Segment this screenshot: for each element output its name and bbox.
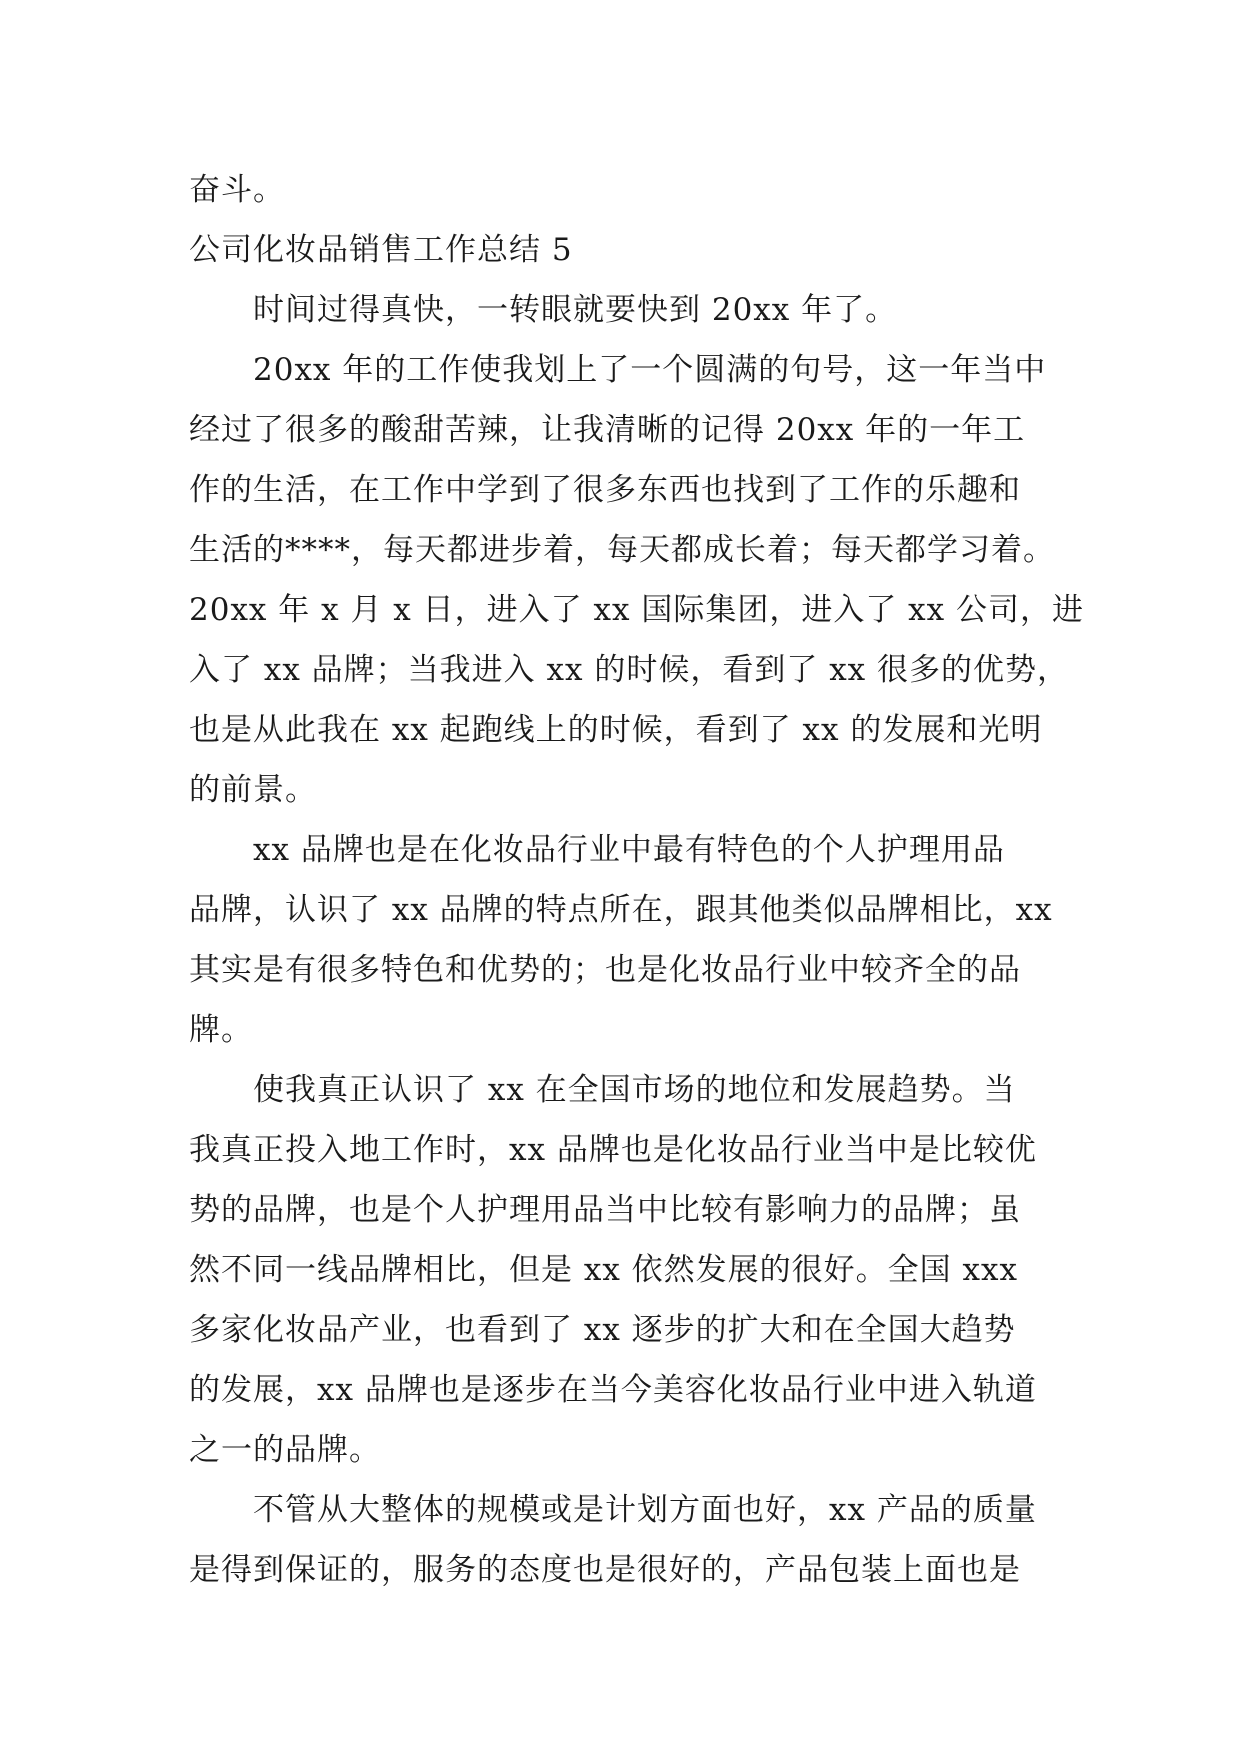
text-line: 我真正投入地工作时，xx 品牌也是化妆品行业当中是比较优 xyxy=(189,1132,1037,1168)
text-line: 也是从此我在 xx 起跑线上的时候，看到了 xx 的发展和光明 xyxy=(189,712,1043,748)
text-line: 经过了很多的酸甜苦辣，让我清晰的记得 20xx 年的一年工 xyxy=(189,412,1026,448)
text-line: 势的品牌，也是个人护理用品当中比较有影响力的品牌；虽 xyxy=(189,1192,1021,1228)
section-heading: 公司化妆品销售工作总结 5 xyxy=(189,232,573,268)
text-line: 入了 xx 品牌；当我进入 xx 的时候，看到了 xx 很多的优势， xyxy=(189,652,1070,688)
text-line: 20xx 年 x 月 x 日，进入了 xx 国际集团，进入了 xx 公司，进 xyxy=(189,592,1084,628)
paragraph-first-line: xx 品牌也是在化妆品行业中最有特色的个人护理用品 xyxy=(253,832,1005,868)
text-line: 奋斗。 xyxy=(189,172,285,208)
paragraph-first-line: 不管从大整体的规模或是计划方面也好，xx 产品的质量 xyxy=(253,1492,1037,1528)
text-line: 的前景。 xyxy=(189,772,317,808)
text-line: 的发展，xx 品牌也是逐步在当今美容化妆品行业中进入轨道 xyxy=(189,1372,1037,1408)
text-line: 品牌，认识了 xx 品牌的特点所在，跟其他类似品牌相比，xx xyxy=(189,892,1053,928)
document-page xyxy=(189,160,1084,1600)
text-line: 生活的****，每天都进步着，每天都成长着；每天都学习着。 xyxy=(189,532,1055,568)
paragraph-first-line: 20xx 年的工作使我划上了一个圆满的句号，这一年当中 xyxy=(253,352,1047,388)
text-line: 是得到保证的，服务的态度也是很好的，产品包装上面也是 xyxy=(189,1552,1021,1588)
text-line: 牌。 xyxy=(189,1012,253,1048)
paragraph-first-line: 使我真正认识了 xx 在全国市场的地位和发展趋势。当 xyxy=(253,1072,1016,1108)
text-line: 之一的品牌。 xyxy=(189,1432,381,1468)
paragraph-first-line: 时间过得真快，一转眼就要快到 20xx 年了。 xyxy=(253,292,898,328)
text-line: 然不同一线品牌相比，但是 xx 依然发展的很好。全国 xxx xyxy=(189,1252,1018,1288)
text-line: 多家化妆品产业，也看到了 xx 逐步的扩大和在全国大趋势 xyxy=(189,1312,1016,1348)
text-line: 其实是有很多特色和优势的；也是化妆品行业中较齐全的品 xyxy=(189,952,1021,988)
text-line: 作的生活，在工作中学到了很多东西也找到了工作的乐趣和 xyxy=(189,472,1021,508)
